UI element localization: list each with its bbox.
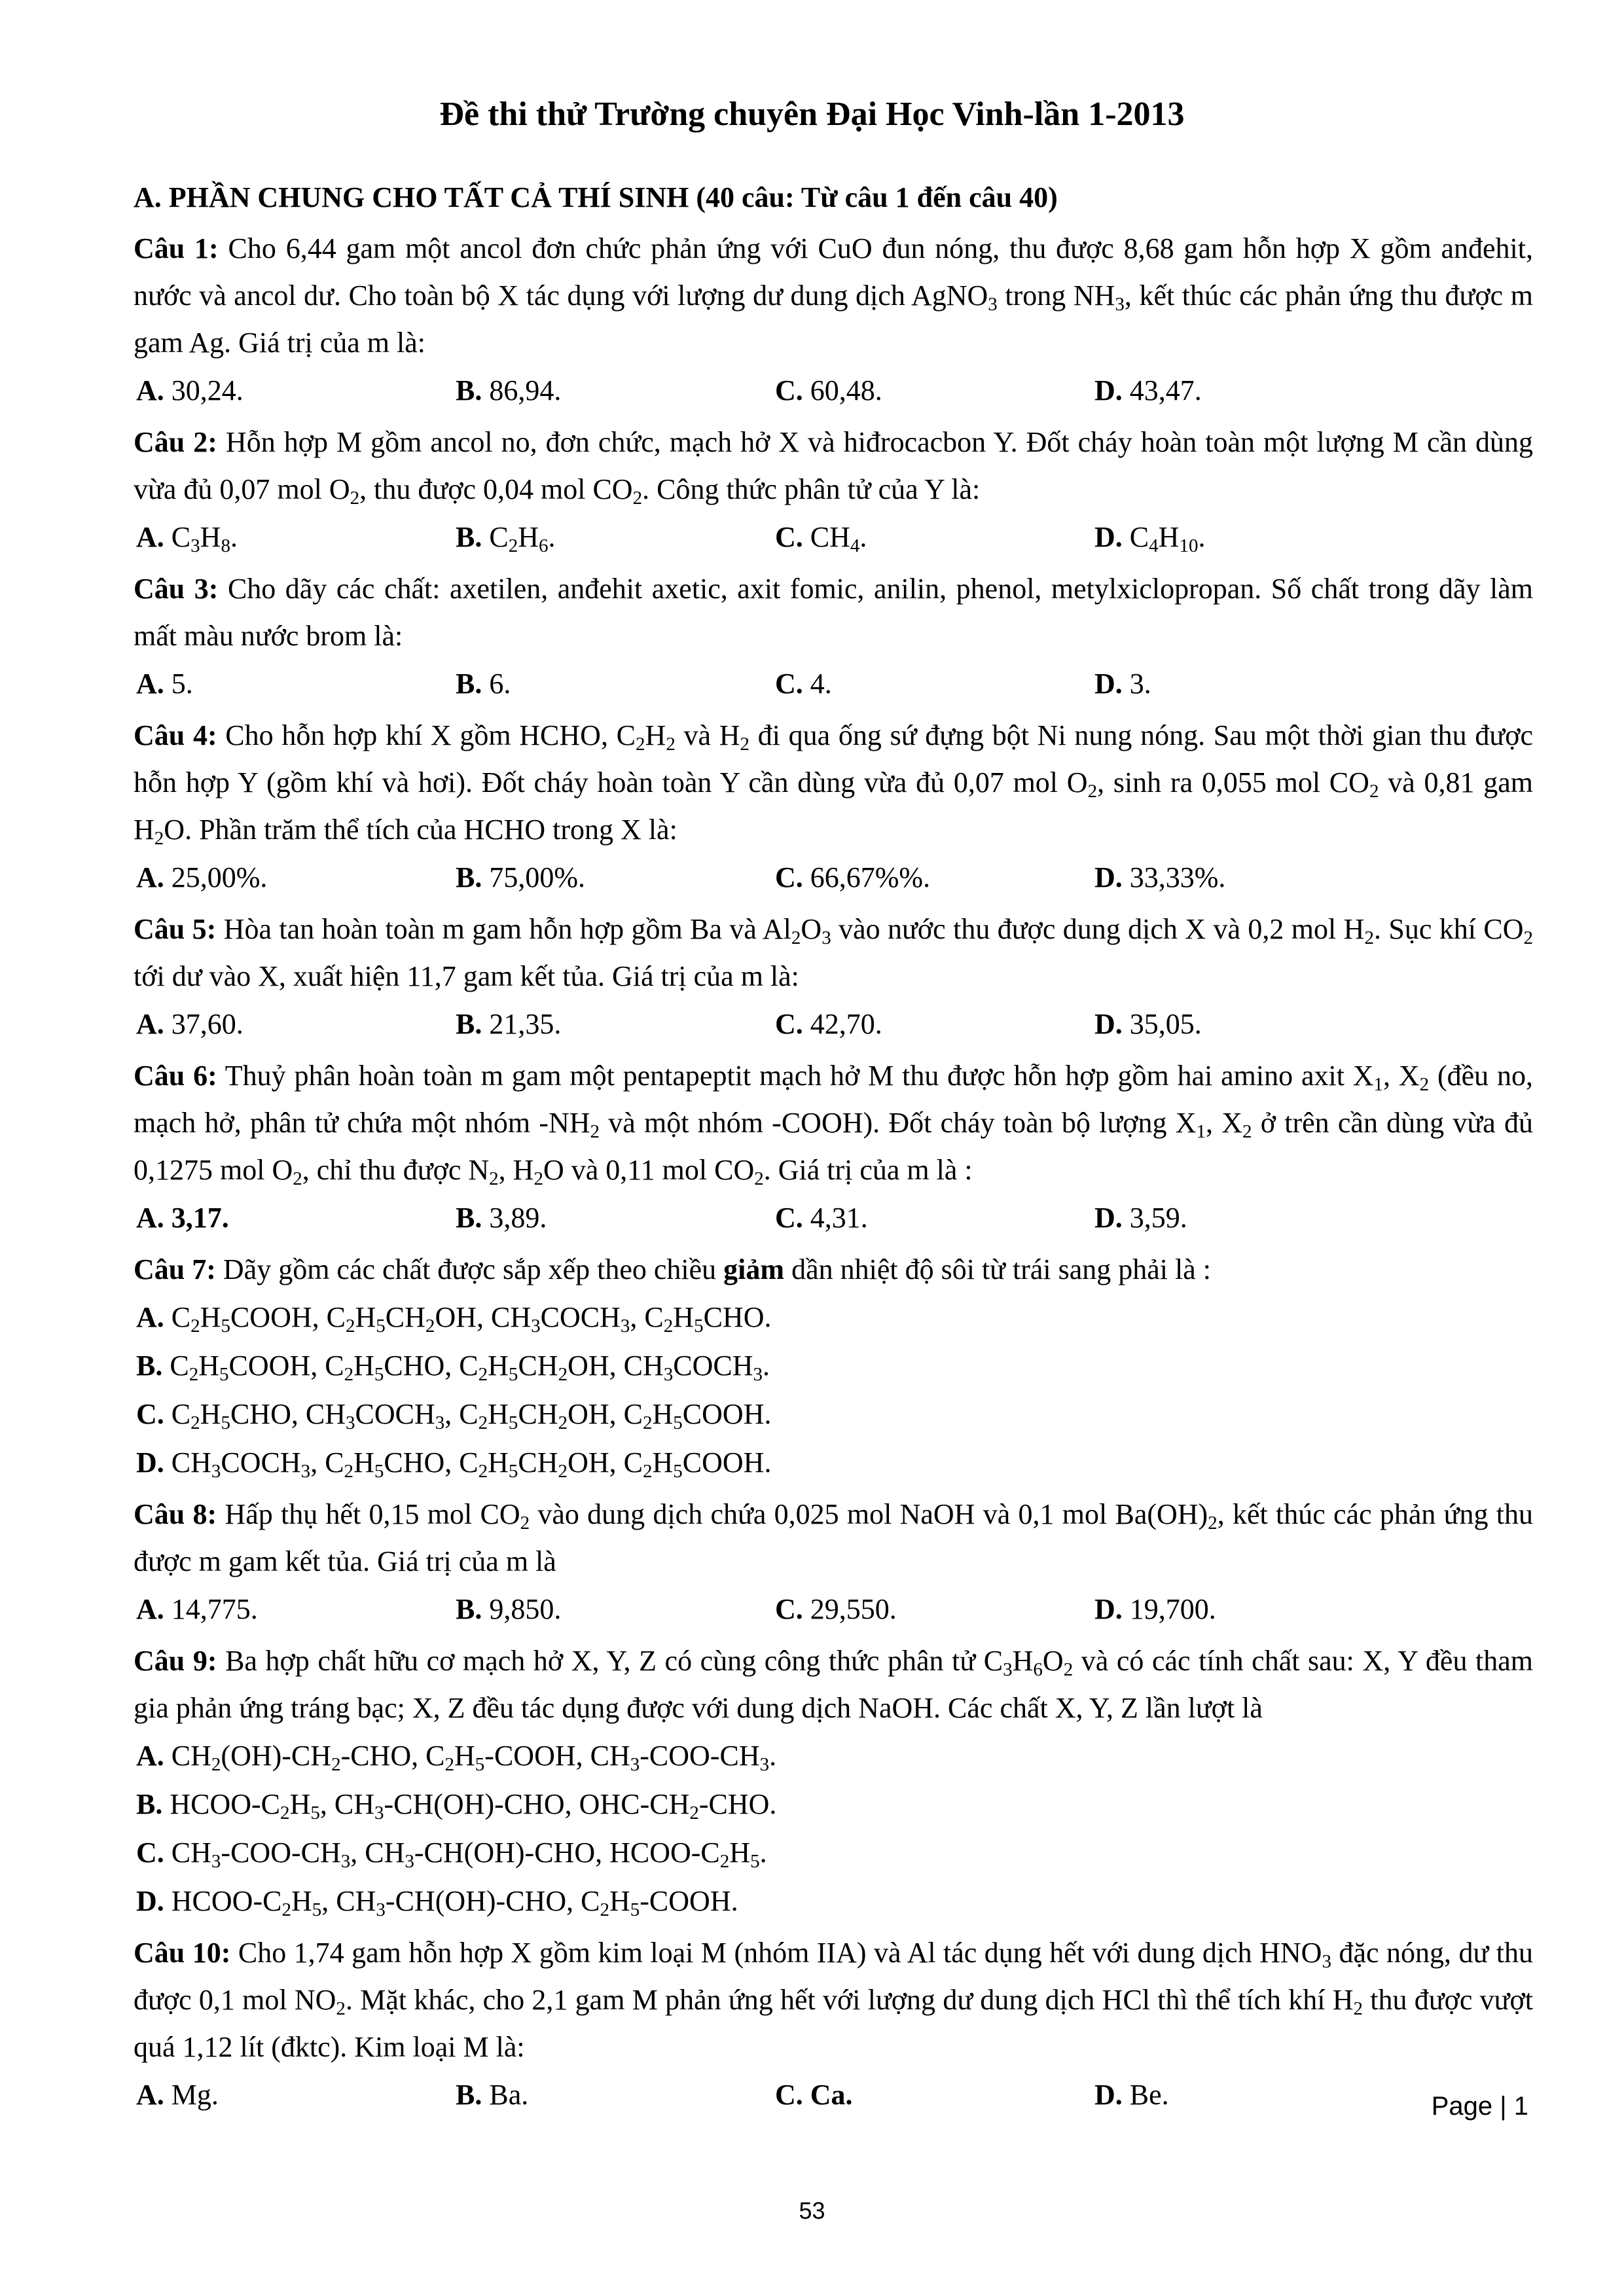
question-stem [134, 419, 1533, 513]
option-b: B. HCOO-$C_2H_5$, $CH_3-CH(OH)$-CHO, OHC-$CH_2$-CHO. [136, 1788, 777, 1824]
question-stem [134, 712, 1533, 853]
question-stem [134, 565, 1533, 660]
option-c: C. Ca. [775, 2079, 853, 2111]
question-text: Cho 1,74 gam hỗn hợp X gồm kim loại M (nhóm IIA) và Al tác dụng hết với dung dịch $HNO_3$ đặc nóng, dư thu được 0,1 mol $NO_2$. Mặt khác, cho 2,1 gam M phản ứng hết với lượng dư dung dịch HCl thì thể tích khí $H_2$ thu được vượt quá 1,12 lít (đktc). Kim loại M là: [134, 1937, 1533, 2063]
option-c: C. $C_2H_5CHO$, $CH_3COCH_3$, $C_2H_5CH_2OH$, $C_2H_5COOH$. [136, 1398, 772, 1434]
question-stem [134, 1638, 1533, 1732]
option-a: A. Mg. [136, 2079, 219, 2111]
page-number: 53 [799, 2197, 825, 2224]
question-7 [134, 1246, 1533, 1487]
option-a: A. 25,00%. [136, 861, 268, 893]
question-label: Câu 10: [134, 1937, 231, 1969]
option-d: D. Be. [1094, 2079, 1169, 2111]
question-text: Cho 6,44 gam một ancol đơn chức phản ứng với CuO đun nóng, thu được 8,68 gam hỗn hợp X gồm anđehit, nước và ancol dư. Cho toàn bộ X tác dụng với lượng dư dung dịch AgNO$_3$ trong $NH_3$, kết thúc các phản ứng thu được m gam Ag. Giá trị của m là: [134, 232, 1533, 359]
question-8 [134, 1491, 1533, 1634]
question-label: Câu 2: [134, 426, 217, 458]
option-c: C. 66,67%%. [775, 861, 931, 893]
option-d: D. 3,59. [1094, 1202, 1187, 1234]
option-c: C. 29,550. [775, 1593, 897, 1625]
question-stem [134, 225, 1533, 367]
option-c: C. $CH_4$. [775, 521, 867, 557]
option-d: D. 35,05. [1094, 1008, 1202, 1040]
section-heading: A. PHẦN CHUNG CHO TẤT CẢ THÍ SINH (40 câu: Từ câu 1 đến câu 40) [134, 181, 1058, 213]
option-a: A. 5. [136, 668, 193, 700]
question-label: Câu 1: [134, 232, 219, 264]
option-c: C. 42,70. [775, 1008, 882, 1040]
question-label: Câu 5: [134, 913, 217, 945]
question-4 [134, 712, 1533, 902]
option-b: B. 75,00%. [456, 861, 586, 893]
question-text: Dãy gồm các chất được sắp xếp theo chiều [223, 1253, 724, 1285]
option-c: C. 4,31. [775, 1202, 868, 1234]
question-label: Câu 4: [134, 719, 217, 751]
option-b: B. 9,850. [456, 1593, 562, 1625]
options-row [134, 660, 1533, 708]
question-label: Câu 3: [134, 573, 219, 605]
question-3 [134, 565, 1533, 708]
option-a: A. 37,60. [136, 1008, 244, 1040]
question-text: Hấp thụ hết 0,15 mol $CO_2$ vào dung dịch chứa 0,025 mol NaOH và 0,1 mol $Ba(OH)_2$, kết thúc các phản ứng thu được m gam kết tủa. Giá trị của m là [134, 1498, 1534, 1577]
option-d: D. 19,700. [1094, 1593, 1216, 1625]
options-row [134, 513, 1533, 562]
options-row [134, 2071, 1533, 2119]
question-text: Cho hỗn hợp khí X gồm HCHO, $C_2H_2$ và $H_2$ đi qua ống sứ đựng bột Ni nung nóng. Sau một thời gian thu được hỗn hợp Y (gồm khí và hơi). Đốt cháy hoàn toàn Y cần dùng vừa đủ 0,07 mol $O_2$, sinh ra 0,055 mol $CO_2$ và 0,81 gam $H_2O$. Phần trăm thể tích của HCHO trong X là: [134, 719, 1534, 850]
options-row [134, 853, 1533, 902]
question-text: Cho dãy các chất: axetilen, anđehit axetic, axit fomic, anilin, phenol, metylxiclopropan. Số chất trong dãy làm mất màu nước brom là: [134, 573, 1533, 652]
exam-content [134, 174, 1533, 2119]
question-text: Hòa tan hoàn toàn m gam hỗn hợp gồm Ba và $Al_2O_3$ vào nước thu được dung dịch X và 0,2 mol $H_2$. Sục khí $CO_2$ tới dư vào X, xuất hiện 11,7 gam kết tủa. Giá trị của m là: [134, 913, 1534, 992]
question-label: Câu 8: [134, 1498, 217, 1530]
question-text: Hỗn hợp M gồm ancol no, đơn chức, mạch hở X và hiđrocacbon Y. Đốt cháy hoàn toàn một lượng M cần dùng vừa đủ 0,07 mol $O_2$, thu được 0,04 mol $CO_2$. Công thức phân tử của Y là: [134, 426, 1534, 509]
question-stem [134, 1929, 1533, 2071]
option-b: B. $C_2H_5COOH$, $C_2H_5CHO$, $C_2H_5CH_2OH$, $CH_3COCH_3$. [136, 1350, 770, 1386]
option-c: C. $CH_3-COO-CH_3$, $CH_3-CH(OH)$-CHO, HCOO-$C_2H_5$. [136, 1837, 767, 1873]
question-text-end: dần nhiệt độ sôi từ trái sang phải là : [784, 1253, 1212, 1285]
option-c: C. 60,48. [775, 374, 882, 406]
question-1 [134, 225, 1533, 415]
options-row [134, 367, 1533, 415]
question-9 [134, 1638, 1533, 1926]
option-a: A. $CH_2(OH)-CH_2$-CHO, $C_2H_5$-COOH, $CH_3-COO-CH_3$. [136, 1740, 777, 1776]
option-a: A. 30,24. [136, 374, 244, 406]
question-stem [134, 1246, 1533, 1293]
option-b: B. 86,94. [456, 374, 562, 406]
question-6 [134, 1052, 1533, 1242]
question-label: Câu 7: [134, 1253, 216, 1285]
options-row [134, 1000, 1533, 1049]
question-2 [134, 419, 1533, 562]
option-c: C. 4. [775, 668, 832, 700]
question-text: Ba hợp chất hữu cơ mạch hở X, Y, Z có cùng công thức phân tử $C_3H_6O_2$ và có các tính chất sau: X, Y đều tham gia phản ứng tráng bạc; X, Z đều tác dụng được với dung dịch NaOH. Các chất X, Y, Z lần lượt là [134, 1645, 1533, 1724]
question-text: Thuỷ phân hoàn toàn m gam một pentapeptit mạch hở M thu được hỗn hợp gồm hai amino axit $X_1$, $X_2$ (đều no, mạch hở, phân tử chứa một nhóm $-NH_2$ và một nhóm -COOH). Đốt cháy toàn bộ lượng $X_1$, $X_2$ ở trên cần dùng vừa đủ 0,1275 mol $O_2$, chỉ thu được $N_2$, $H_2O$ và 0,11 mol $CO_2$. Giá trị của m là : [134, 1060, 1534, 1190]
option-a: A. 3,17. [136, 1202, 229, 1234]
option-b: B. 3,89. [456, 1202, 547, 1234]
question-emphasis: giảm [723, 1253, 785, 1285]
question-5 [134, 906, 1533, 1049]
question-label: Câu 9: [134, 1645, 217, 1677]
option-b: B. 21,35. [456, 1008, 562, 1040]
options-row [134, 1194, 1533, 1242]
option-d: D. 3. [1094, 668, 1151, 700]
options-row [134, 1585, 1533, 1634]
option-d: D. $CH_3COCH_3$, $C_2H_5CHO$, $C_2H_5CH_2OH$, $C_2H_5COOH$. [136, 1446, 772, 1482]
option-a: A. $C_3H_8$. [136, 521, 238, 557]
option-a: A. $C_2H_5COOH$, $C_2H_5CH_2OH$, $CH_3COCH_3$, $C_2H_5CHO$. [136, 1301, 772, 1337]
option-b: B. $C_2H_6$. [456, 521, 556, 557]
option-d: D. 33,33%. [1094, 861, 1226, 893]
option-d: D. 43,47. [1094, 374, 1202, 406]
question-stem [134, 1491, 1533, 1585]
page-footer-label: Page | 1 [1431, 2092, 1528, 2121]
option-a: A. 14,775. [136, 1593, 258, 1625]
question-10 [134, 1929, 1533, 2119]
question-label: Câu 6: [134, 1060, 217, 1092]
question-stem [134, 1052, 1533, 1194]
option-d: D. $C_4H_{10}$. [1094, 521, 1206, 557]
option-b: B. Ba. [456, 2079, 529, 2111]
option-d: D. HCOO-$C_2H_5$, $CH_3-CH(OH)$-CHO, $C_2H_5$-COOH. [136, 1885, 738, 1921]
option-b: B. 6. [456, 668, 511, 700]
page-title: Đề thi thử Trường chuyên Đại Học Vinh-lần 1-2013 [439, 96, 1185, 133]
question-stem [134, 906, 1533, 1000]
